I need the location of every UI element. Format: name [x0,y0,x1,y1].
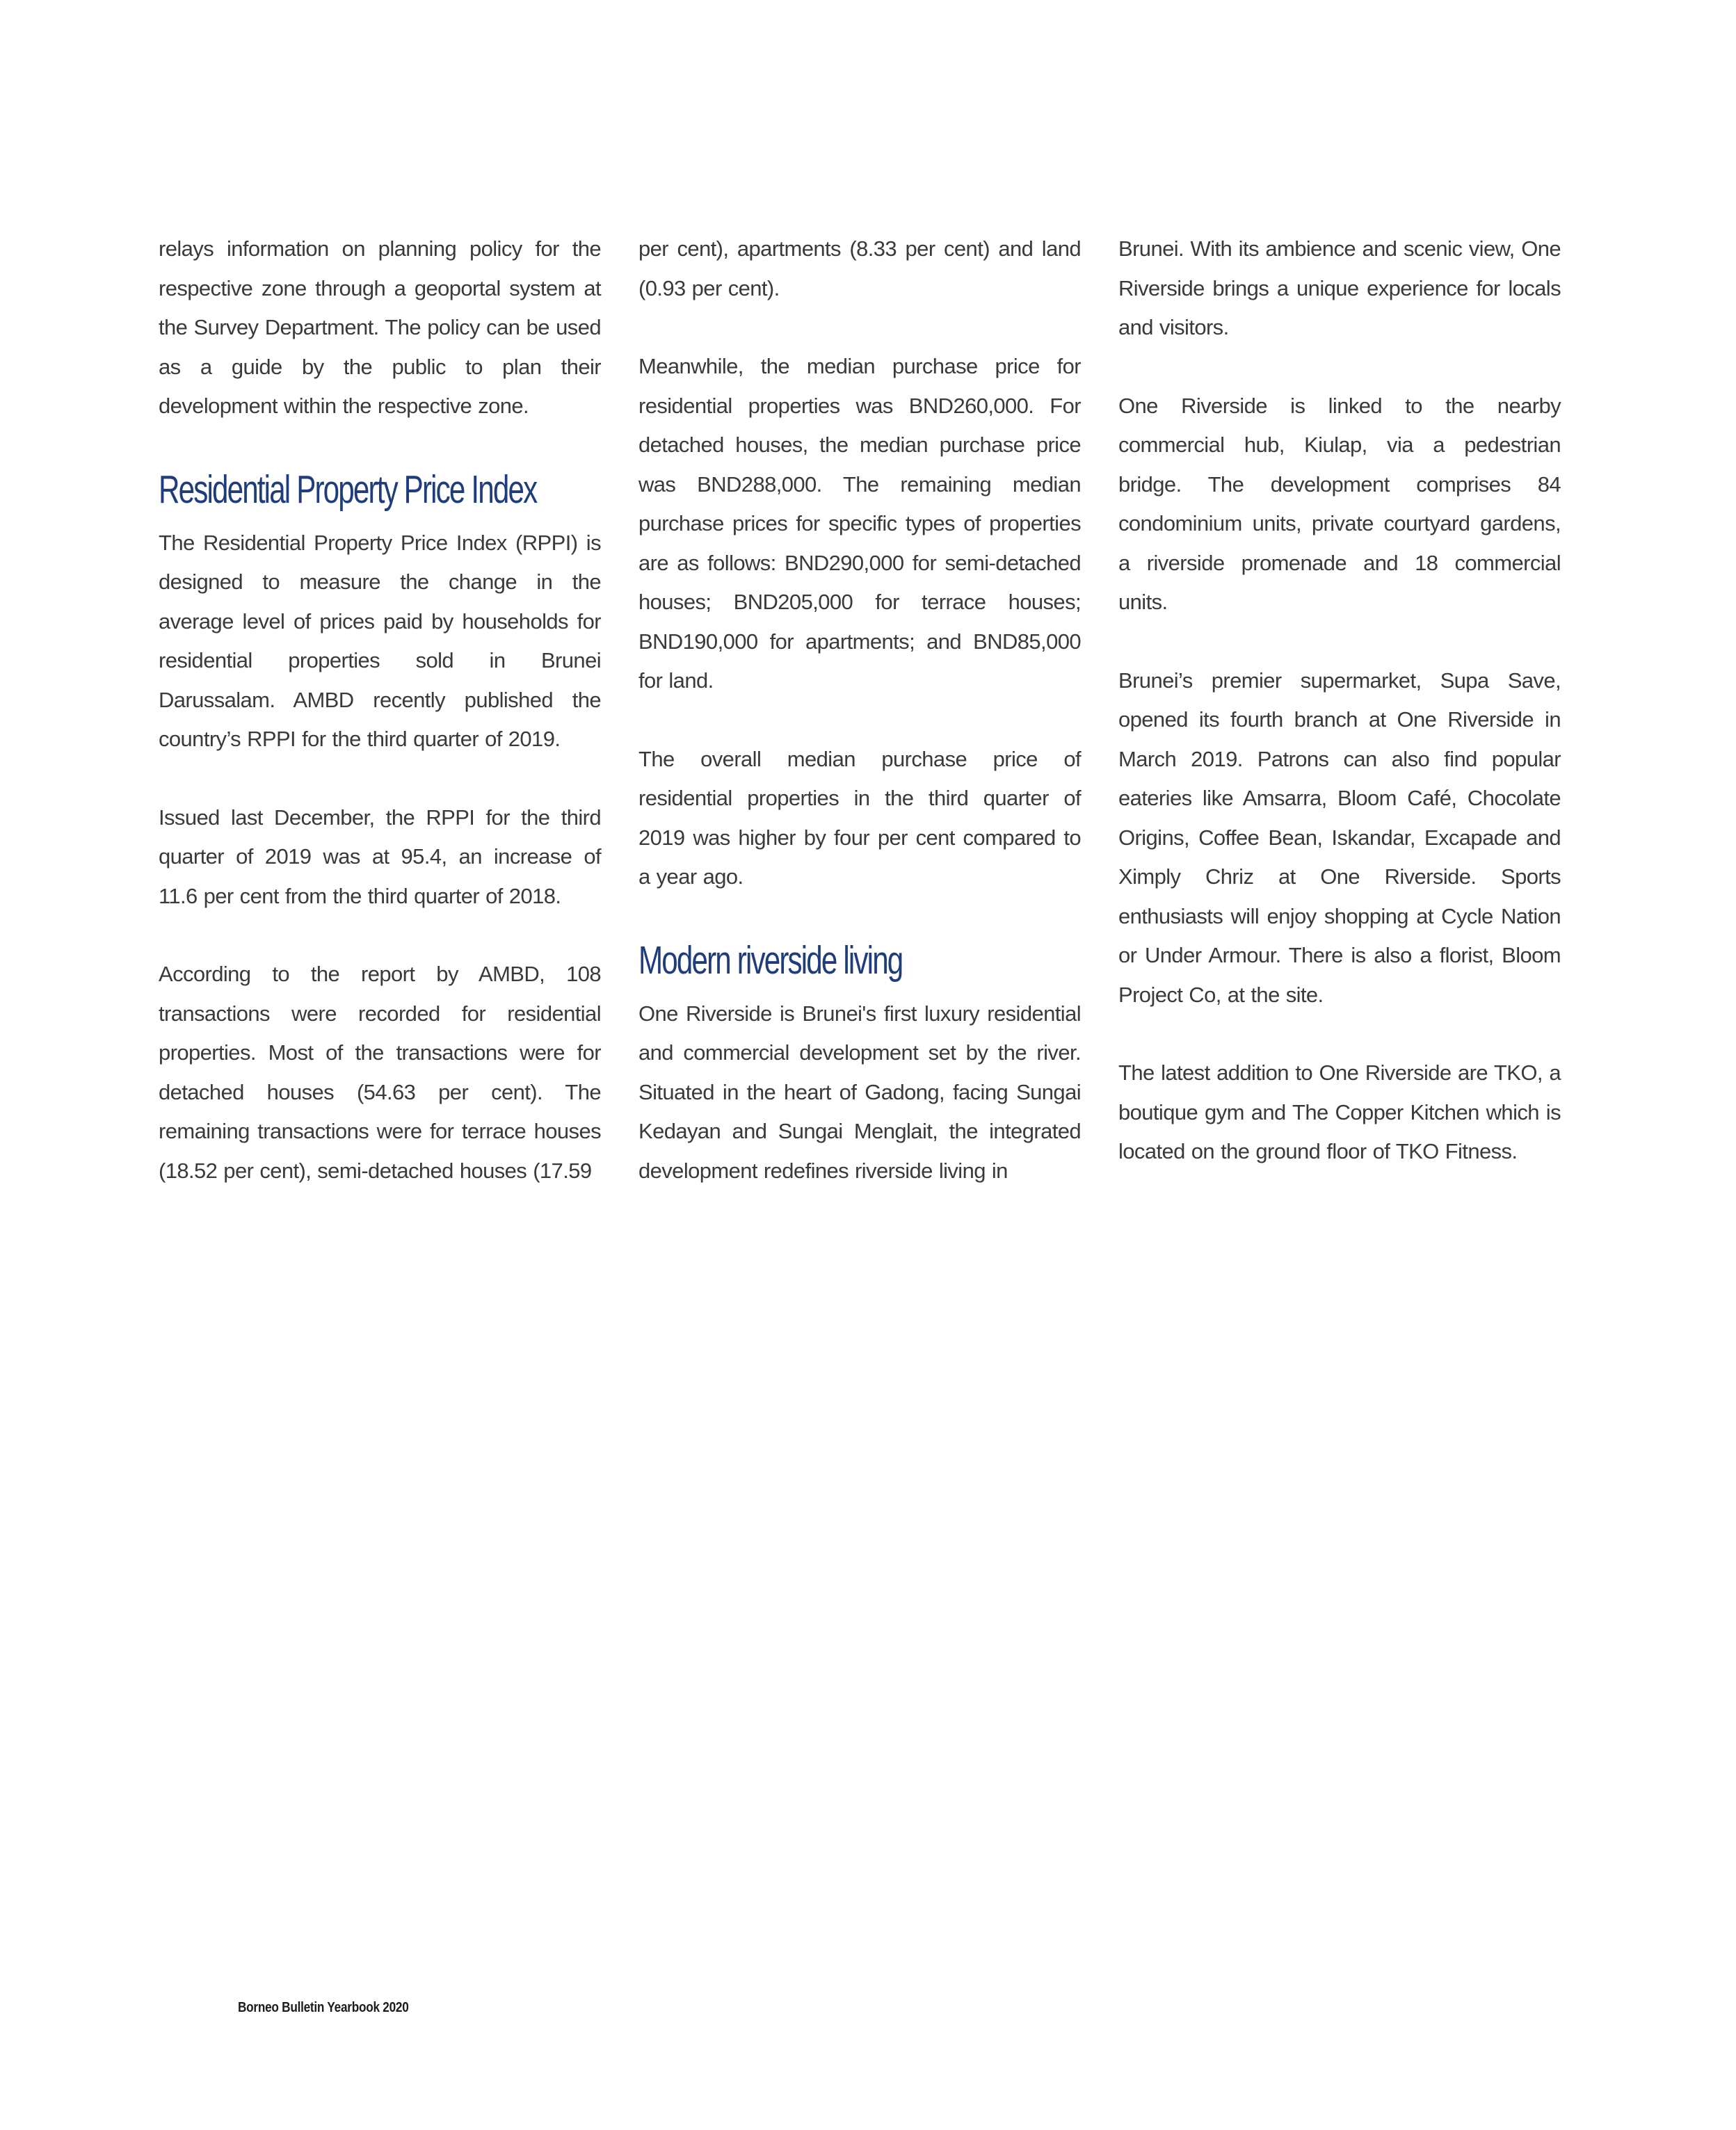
paragraph-rppi-definition: The Residential Property Price Index (RPPI) is designed to measure the change in the average level of prices paid by households for residential properties sold in Brunei Darussalam. AMBD recently published the country’s RPPI for the third quarter of 2019. [159,530,601,751]
paragraph-transactions: According to the report by AMBD, 108 transactions were recorded for residential properties. Most of the transactions were for detached houses (54.63 per cent). The remaining transactions were for terrace houses (18.52 per cent), semi-detached houses (17.59 [159,962,601,1183]
paragraph-development-features: One Riverside is linked to the nearby commercial hub, Kiulap, via a pedestrian bridge. The development comprises 84 condominium units, private courtyard gardens, a riverside promenade and 18 commercial units. [1118,393,1561,614]
page-footer: Borneo Bulletin Yearbook 2020 [238,2000,409,2015]
paragraph-ambience: Brunei. With its ambience and scenic view, One Riverside brings a unique experience for locals and visitors. [1118,236,1561,339]
heading-rppi: Residential Property Price Index [159,467,537,512]
heading-riverside-living: Modern riverside living [638,937,903,983]
paragraph-tenants: Brunei’s premier supermarket, Supa Save, opened its fourth branch at One Riverside in March 2019. Patrons can also find popular eateries like Amsarra, Bloom Café, Chocolate Origins, Coffee Bean, Iskandar, Excapade and Ximply Chriz at One Riverside. Sports enthusiasts will enjoy shopping at Cycle Nation or Under Armour. There is also a florist, Bloom Project Co, at the site. [1118,668,1561,1007]
paragraph-overall-median: The overall median purchase price of residential properties in the third quarter of 2019 was higher by four per cent compared to a year ago. [638,746,1081,889]
paragraph-median-prices: Meanwhile, the median purchase price for residential properties was BND260,000. For detached houses, the median purchase price was BND288,000. The remaining median purchase prices for specific types of properties are as follows: BND290,000 for semi-detached houses; BND205,000 for terrace houses; BND190,000 for apartments; and BND85,000 for land. [638,354,1081,693]
paragraph-planning-policy: relays information on planning policy for the respective zone through a geoportal system at the Survey Department. The policy can be used as a guide by the public to plan their development within the respective zone. [159,236,601,418]
paragraph-one-riverside-intro: One Riverside is Brunei's first luxury residential and commercial development set by the river. Situated in the heart of Gadong, facing Sungai Kedayan and Sungai Menglait, the integrated development redefines riverside living in [638,1001,1081,1183]
column-middle [638,229,1081,1229]
paragraph-rppi-issued: Issued last December, the RPPI for the third quarter of 2019 was at 95.4, an increase of 11.6 per cent from the third quarter of 2018. [159,805,601,908]
paragraph-latest-addition: The latest addition to One Riverside are TKO, a boutique gym and The Copper Kitchen which is located on the ground floor of TKO Fitness. [1118,1060,1561,1163]
column-left [159,229,601,1229]
paragraph-transaction-shares: per cent), apartments (8.33 per cent) and land (0.93 per cent). [638,236,1081,300]
column-right [1118,229,1561,1211]
